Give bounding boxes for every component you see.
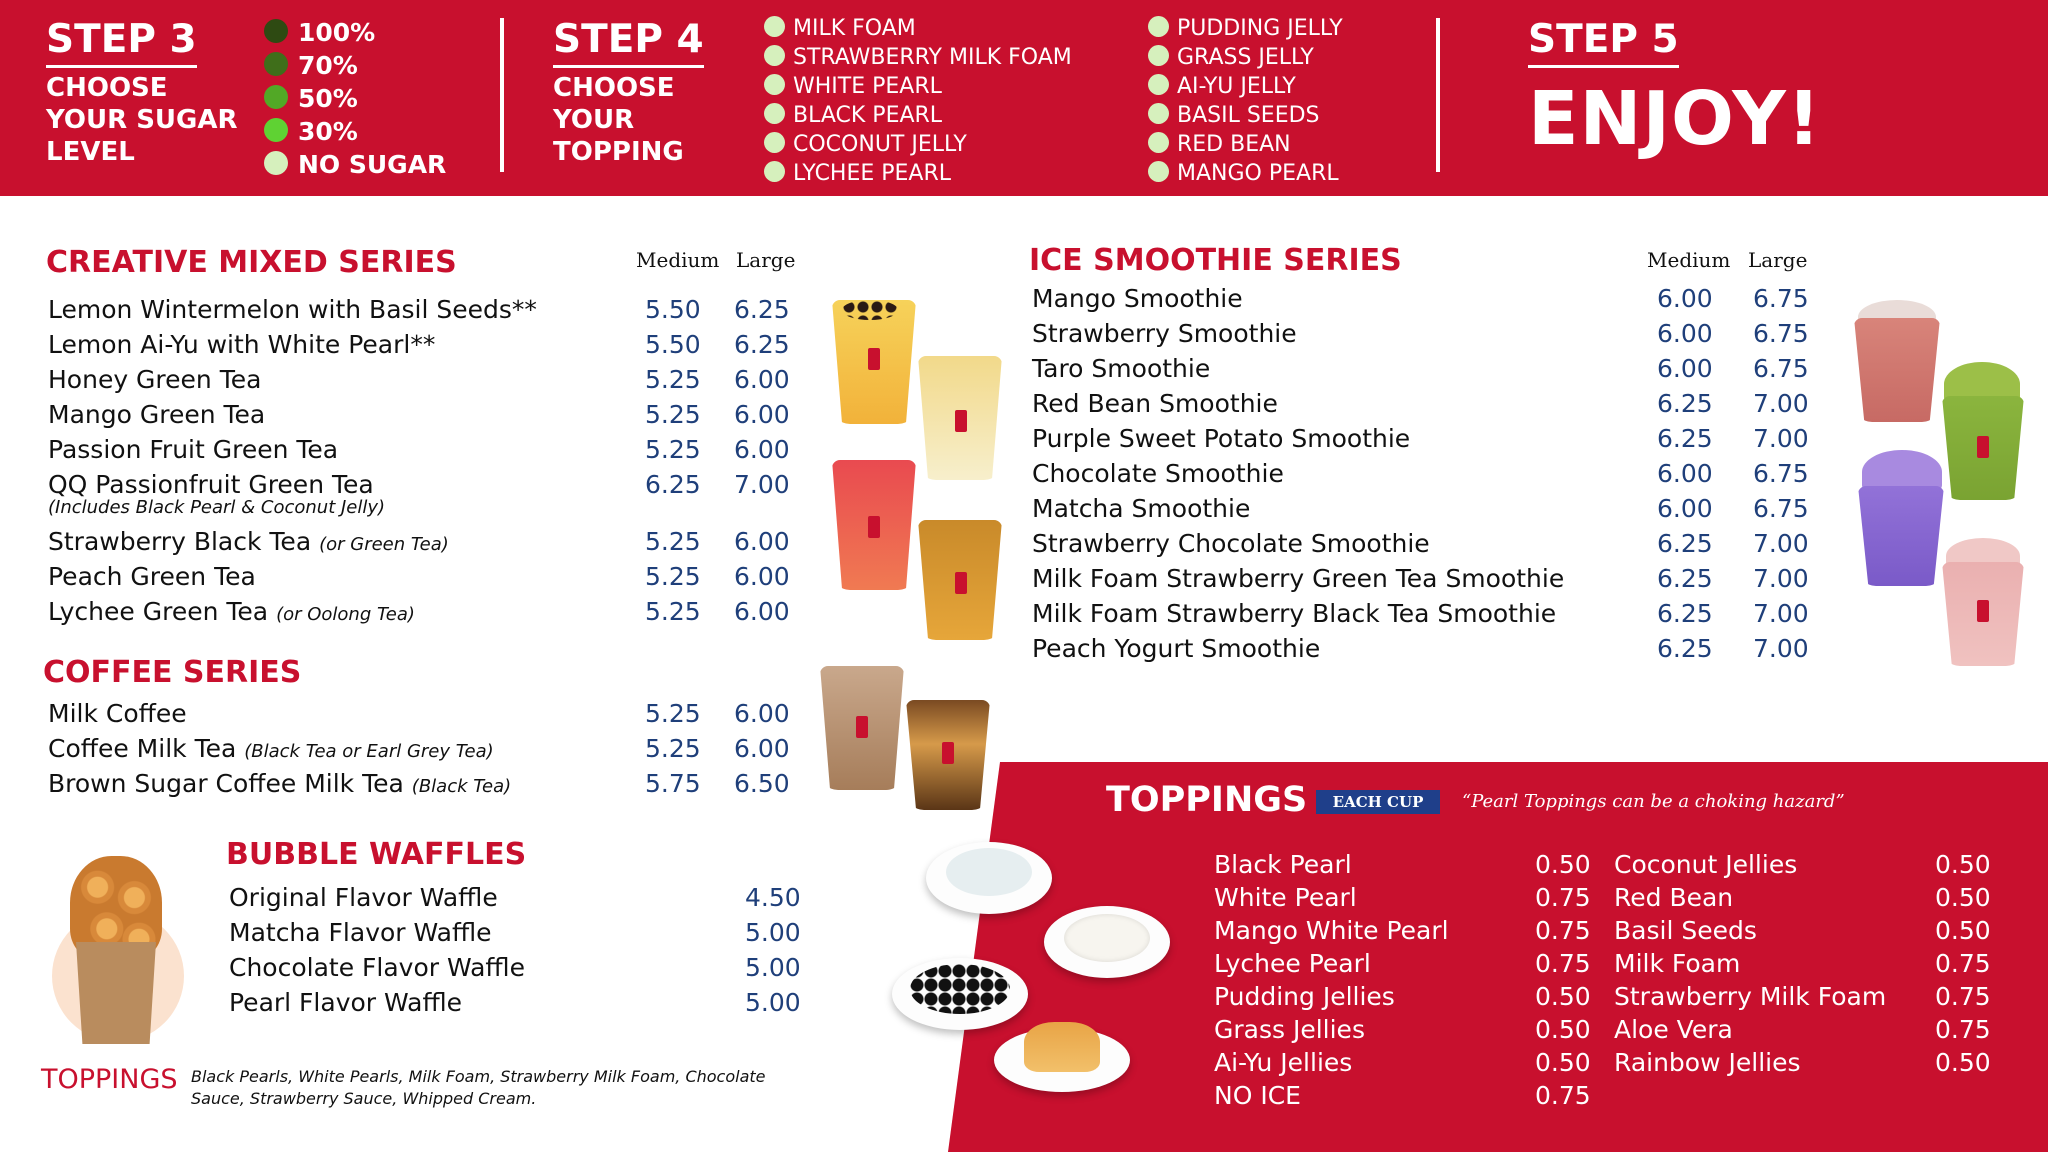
menu-item-name-group [1032, 526, 1430, 561]
menu-item-note: (or Green Tea) [319, 534, 449, 555]
waffle-name: Original Flavor Waffle [229, 883, 498, 912]
step4-title: STEP 4 [553, 18, 704, 68]
sugar-level-label: 30% [298, 117, 358, 146]
topping-option-label: MILK FOAM [793, 16, 916, 41]
topping-option-label: LYCHEE PEARL [793, 161, 952, 186]
price-large: 6.00 [734, 699, 790, 728]
menu-item-name: Red Bean Smoothie [1032, 389, 1278, 418]
menu-item-name-group [48, 397, 265, 432]
topping-name: Aloe Vera [1614, 1015, 1733, 1044]
waffles-title: BUBBLE WAFFLES [226, 837, 527, 872]
menu-row [48, 766, 794, 801]
menu-item-name: Milk Coffee [48, 699, 187, 728]
menu-row [48, 559, 794, 594]
sugar-level-label: 50% [298, 84, 358, 113]
each-cup-badge: EACH CUP [1316, 790, 1440, 814]
topping-name: Basil Seeds [1614, 916, 1757, 945]
menu-item-note: (Black Tea) [411, 776, 512, 797]
topping-name: Ai-Yu Jellies [1214, 1048, 1353, 1077]
bubble-waffle-image [48, 850, 188, 1050]
topping-option-label: GRASS JELLY [1177, 45, 1314, 70]
sugar-level-label: 70% [298, 51, 358, 80]
menu-item-name-group [1032, 631, 1320, 666]
menu-row [1032, 631, 1813, 666]
price-large: 6.25 [734, 295, 790, 324]
price-medium: 5.50 [645, 330, 701, 359]
menu-row [1032, 491, 1813, 526]
topping-price: 0.75 [1535, 916, 1591, 945]
menu-item-name: Strawberry Black Tea [48, 527, 312, 556]
price-medium: 6.25 [645, 470, 701, 499]
price-large: 7.00 [1753, 424, 1809, 453]
sugar-level-label: NO SUGAR [298, 150, 447, 179]
waffle-row [229, 950, 809, 985]
price-large: 6.50 [734, 769, 790, 798]
menu-row [48, 397, 794, 432]
step4-subtitle: CHOOSE YOUR TOPPING [553, 73, 684, 167]
menu-row [1032, 456, 1813, 491]
menu-item-name-group [1032, 281, 1243, 316]
smoothie-series-title: ICE SMOOTHIE SERIES [1029, 243, 1402, 278]
price-medium: 5.25 [645, 365, 701, 394]
topping-price: 0.75 [1535, 949, 1591, 978]
price-medium: 6.25 [1657, 634, 1713, 663]
menu-item-name: Milk Foam Strawberry Green Tea Smoothie [1032, 564, 1565, 593]
price-large: 7.00 [734, 470, 790, 499]
price-medium: 5.25 [645, 562, 701, 591]
waffle-price: 5.00 [745, 918, 801, 947]
price-large: 6.00 [734, 562, 790, 591]
menu-row [48, 594, 794, 629]
topping-name: Red Bean [1614, 883, 1734, 912]
topping-price: 0.50 [1935, 850, 1991, 879]
price-large: 7.00 [1753, 529, 1809, 558]
menu-item-name-group [1032, 386, 1278, 421]
menu-item-name: QQ Passionfruit Green Tea [48, 470, 374, 499]
price-large: 6.00 [734, 400, 790, 429]
topping-option-label: STRAWBERRY MILK FOAM [793, 45, 1072, 70]
price-large: 7.00 [1753, 564, 1809, 593]
menu-item-spacer [268, 597, 276, 626]
topping-price: 0.50 [1535, 1048, 1591, 1077]
menu-item-name-group [48, 766, 511, 804]
waffle-price: 5.00 [745, 988, 801, 1017]
menu-item-name: Taro Smoothie [1032, 354, 1211, 383]
price-large: 7.00 [1753, 599, 1809, 628]
menu-row [1032, 351, 1813, 386]
price-medium: 6.00 [1657, 319, 1713, 348]
price-medium: 6.25 [1657, 599, 1713, 628]
toppings-title: TOPPINGS [1106, 780, 1308, 820]
price-medium: 6.25 [1657, 424, 1713, 453]
menu-row [1032, 526, 1813, 561]
waffle-toppings-text: Black Pearls, White Pearls, Milk Foam, Strawberry Milk Foam, Chocolate Sauce, Strawberry Sauce, Whipped Cream. [191, 1067, 766, 1108]
topping-price: 0.75 [1935, 949, 1991, 978]
menu-row [48, 327, 794, 362]
menu-item-name: Chocolate Smoothie [1032, 459, 1284, 488]
waffle-row [229, 985, 809, 1020]
waffle-row [229, 915, 809, 950]
menu-item-name: Lemon Wintermelon with Basil Seeds** [48, 295, 537, 324]
menu-item-name-group [1032, 351, 1210, 386]
creative-col-large: Large [736, 248, 796, 272]
topping-price: 0.75 [1935, 1015, 1991, 1044]
menu-item-name: Strawberry Smoothie [1032, 319, 1297, 348]
qq-subnote: (Includes Black Pearl & Coconut Jelly) [48, 497, 386, 518]
menu-item-name-group [1032, 596, 1556, 631]
topping-option-label: BASIL SEEDS [1177, 103, 1320, 128]
price-large: 6.75 [1753, 354, 1809, 383]
price-large: 6.75 [1753, 319, 1809, 348]
price-medium: 5.50 [645, 295, 701, 324]
menu-item-name-group [48, 327, 435, 362]
menu-row [48, 524, 794, 559]
topping-option-label: WHITE PEARL [793, 74, 942, 99]
step3-subtitle: CHOOSE YOUR SUGAR LEVEL [46, 73, 238, 167]
menu-row [48, 731, 794, 766]
waffle-price: 4.50 [745, 883, 801, 912]
price-large: 6.00 [734, 734, 790, 763]
menu-item-name: Honey Green Tea [48, 365, 262, 394]
topping-name: NO ICE [1214, 1081, 1301, 1110]
price-medium: 6.25 [1657, 564, 1713, 593]
waffle-toppings-label: TOPPINGS [41, 1064, 178, 1095]
topping-option-label: BLACK PEARL [793, 103, 943, 128]
topping-price: 0.50 [1935, 1048, 1991, 1077]
price-medium: 5.25 [645, 699, 701, 728]
sugar-level-label: 100% [298, 18, 376, 47]
price-medium: 6.25 [1657, 389, 1713, 418]
menu-item-name-group [48, 594, 415, 632]
menu-item-name-group [1032, 561, 1564, 596]
menu-item-name: Mango Green Tea [48, 400, 266, 429]
menu-item-name-group [48, 731, 494, 769]
topping-price: 0.50 [1535, 982, 1591, 1011]
menu-item-name-group [1032, 316, 1297, 351]
price-medium: 6.00 [1657, 354, 1713, 383]
topping-name: Milk Foam [1614, 949, 1741, 978]
menu-item-name: Peach Yogurt Smoothie [1032, 634, 1321, 663]
menu-item-name-group [48, 362, 261, 397]
menu-item-name: Mango Smoothie [1032, 284, 1243, 313]
price-large: 6.75 [1753, 494, 1809, 523]
menu-row [48, 432, 794, 467]
topping-option-label: MANGO PEARL [1177, 161, 1339, 186]
step5-title: STEP 5 [1528, 18, 1679, 68]
topping-price: 0.50 [1535, 1015, 1591, 1044]
price-medium: 6.00 [1657, 494, 1713, 523]
creative-series-title: CREATIVE MIXED SERIES [46, 245, 457, 280]
menu-item-name-group [48, 524, 449, 562]
menu-item-spacer [404, 769, 412, 798]
waffle-name: Pearl Flavor Waffle [229, 988, 463, 1017]
price-medium: 5.25 [645, 734, 701, 763]
topping-name: Strawberry Milk Foam [1614, 982, 1887, 1011]
coffee-series-title: COFFEE SERIES [43, 655, 302, 690]
menu-item-name-group [1032, 491, 1250, 526]
menu-item-name: Matcha Smoothie [1032, 494, 1251, 523]
menu-item-note: (Black Tea or Earl Grey Tea) [244, 741, 494, 762]
menu-item-name: Purple Sweet Potato Smoothie [1032, 424, 1411, 453]
creative-col-medium: Medium [636, 248, 720, 272]
menu-item-name-group [1032, 456, 1284, 491]
menu-row [48, 362, 794, 397]
price-large: 6.00 [734, 365, 790, 394]
topping-price: 0.50 [1935, 883, 1991, 912]
enjoy-text: ENJOY! [1528, 76, 1822, 162]
topping-option-label: PUDDING JELLY [1177, 16, 1343, 41]
choking-warning: “Pearl Toppings can be a choking hazard” [1462, 791, 1845, 812]
topping-name: Pudding Jellies [1214, 982, 1395, 1011]
topping-option-label: COCONUT JELLY [793, 132, 967, 157]
price-large: 6.00 [734, 435, 790, 464]
topping-price: 0.50 [1535, 850, 1591, 879]
menu-item-name-group [1032, 421, 1410, 456]
menu-item-name: Passion Fruit Green Tea [48, 435, 339, 464]
price-large: 6.75 [1753, 459, 1809, 488]
waffle-name: Chocolate Flavor Waffle [229, 953, 525, 982]
waffle-row [229, 880, 809, 915]
topping-name: Grass Jellies [1214, 1015, 1365, 1044]
menu-item-note: (or Oolong Tea) [276, 604, 415, 625]
menu-row [48, 292, 794, 327]
menu-row [1032, 561, 1813, 596]
topping-price: 0.50 [1935, 916, 1991, 945]
menu-row [1032, 386, 1813, 421]
price-large: 6.00 [734, 527, 790, 556]
menu-row [1032, 421, 1813, 456]
menu-item-name: Peach Green Tea [48, 562, 256, 591]
menu-item-spacer [311, 527, 319, 556]
waffle-price: 5.00 [745, 953, 801, 982]
price-medium: 5.25 [645, 435, 701, 464]
topping-option-label: RED BEAN [1177, 132, 1291, 157]
price-medium: 5.25 [645, 400, 701, 429]
price-medium: 6.00 [1657, 284, 1713, 313]
topping-option-label: AI-YU JELLY [1177, 74, 1296, 99]
menu-item-name-group [48, 559, 256, 594]
menu-item-name: Lychee Green Tea [48, 597, 269, 626]
menu-item-name: Brown Sugar Coffee Milk Tea [48, 769, 404, 798]
menu-item-name: Coffee Milk Tea [48, 734, 237, 763]
price-large: 6.00 [734, 597, 790, 626]
price-medium: 5.25 [645, 597, 701, 626]
menu-item-name: Lemon Ai-Yu with White Pearl** [48, 330, 436, 359]
price-medium: 5.75 [645, 769, 701, 798]
price-medium: 6.25 [1657, 529, 1713, 558]
menu-item-name: Strawberry Chocolate Smoothie [1032, 529, 1430, 558]
topping-price: 0.75 [1935, 982, 1991, 1011]
price-large: 7.00 [1753, 389, 1809, 418]
topping-name: Black Pearl [1214, 850, 1352, 879]
step3-title: STEP 3 [46, 18, 197, 68]
price-medium: 5.25 [645, 527, 701, 556]
price-large: 6.75 [1753, 284, 1809, 313]
topping-name: Mango White Pearl [1214, 916, 1449, 945]
menu-row [1032, 316, 1813, 351]
menu-item-name-group [48, 292, 537, 327]
menu-row [48, 696, 794, 731]
topping-name: Coconut Jellies [1614, 850, 1798, 879]
price-medium: 6.00 [1657, 459, 1713, 488]
price-large: 6.25 [734, 330, 790, 359]
topping-name: White Pearl [1214, 883, 1357, 912]
smoothie-col-large: Large [1748, 248, 1808, 272]
price-large: 7.00 [1753, 634, 1809, 663]
topping-price: 0.75 [1535, 1081, 1591, 1110]
topping-name: Lychee Pearl [1214, 949, 1371, 978]
menu-item-name: Milk Foam Strawberry Black Tea Smoothie [1032, 599, 1557, 628]
waffle-name: Matcha Flavor Waffle [229, 918, 492, 947]
menu-item-name-group [48, 432, 338, 467]
menu-row [1032, 596, 1813, 631]
menu-row [1032, 281, 1813, 316]
menu-item-name-group [48, 696, 187, 731]
topping-price: 0.75 [1535, 883, 1591, 912]
smoothie-col-medium: Medium [1647, 248, 1731, 272]
topping-name: Rainbow Jellies [1614, 1048, 1801, 1077]
